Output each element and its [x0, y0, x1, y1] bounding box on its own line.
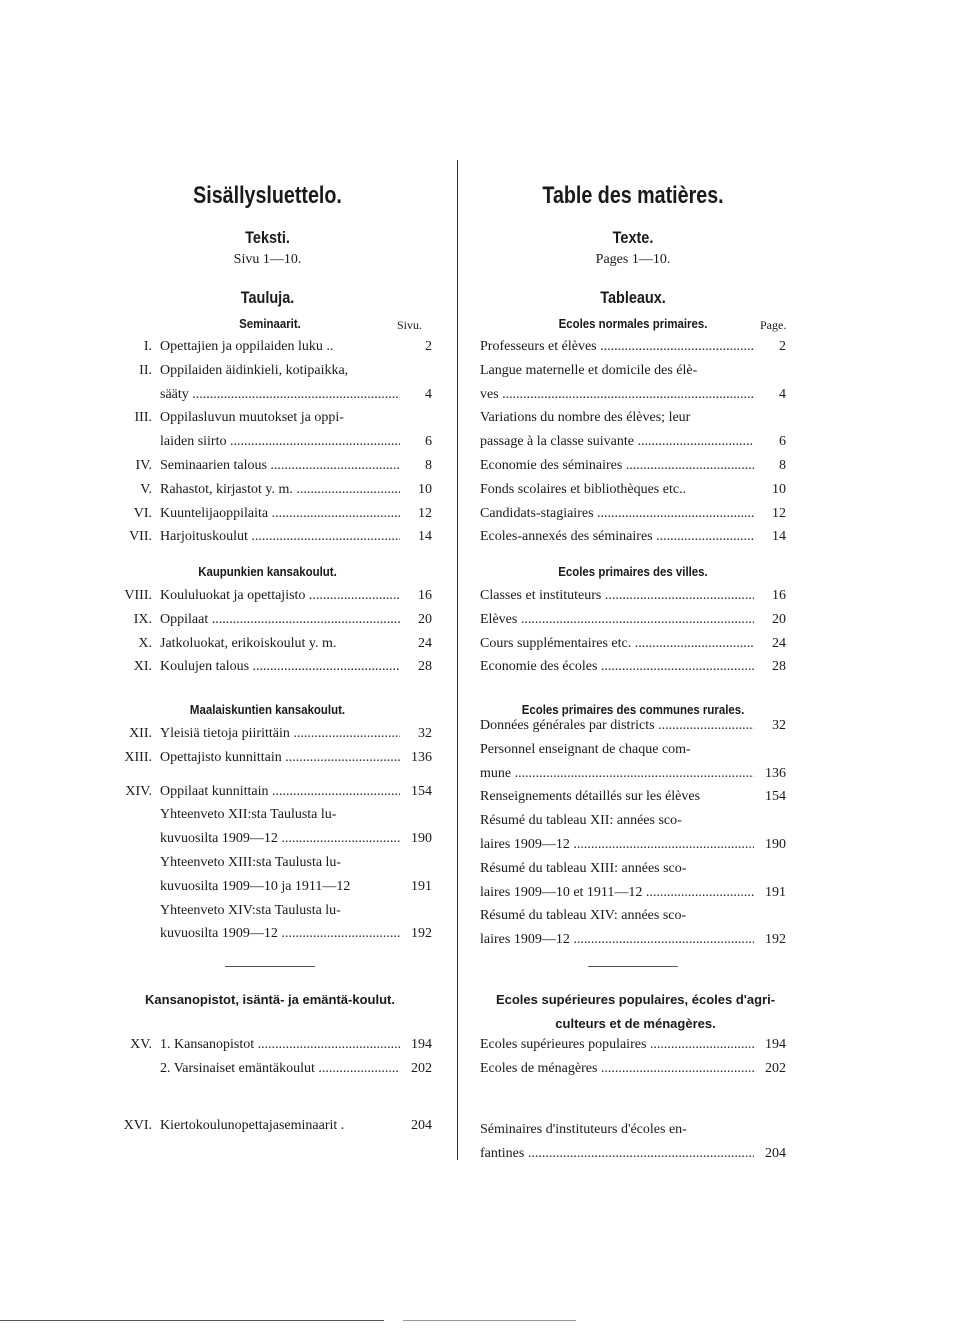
toc-row: [480, 384, 786, 406]
toc-row-number: XV.: [130, 1037, 152, 1052]
toc-row: [140, 479, 432, 501]
toc-row-page: 191: [411, 878, 432, 894]
left-separator: [225, 966, 315, 967]
left-text-heading: Teksti.: [245, 228, 290, 247]
toc-row-title: Yleisiä tietoja piirittäin .....: [160, 723, 400, 745]
toc-row: [480, 739, 786, 761]
column-divider: [457, 160, 458, 1160]
toc-row-page: 190: [765, 837, 786, 852]
toc-row-number: XII.: [129, 726, 152, 741]
toc-row-number: VII.: [129, 529, 152, 545]
toc-row: [160, 923, 432, 945]
toc-row: [135, 455, 432, 477]
toc-row-title: Renseignements détaillés sur les élèves: [480, 789, 701, 805]
toc-row-page: [400, 900, 432, 922]
toc-row-title: Fonds scolaires et bibliothèques etc..: [480, 481, 687, 497]
toc-row-title: Seminaarien talous .....: [160, 455, 400, 477]
toc-row-title: Yhteenveto XIII:sta Taulusta lu-: [160, 855, 342, 870]
right-section-town-schools: Ecoles primaires des villes.: [558, 564, 708, 579]
toc-row-page: 20: [772, 611, 786, 627]
toc-row: [480, 609, 786, 631]
toc-row-title: Yhteenveto XII:sta Taulusta lu-: [160, 807, 337, 823]
toc-row-title: Oppilasluvun muutokset ja oppi-: [160, 410, 344, 426]
toc-row-page: 192: [411, 926, 432, 942]
toc-row: [480, 585, 786, 607]
right-title: Table des matières.: [542, 182, 724, 209]
toc-row: [160, 384, 432, 406]
toc-row-title: Professeurs et élèves .....: [480, 336, 754, 358]
toc-row-page: 2: [779, 339, 786, 354]
toc-row-page: 10: [418, 481, 432, 497]
toc-row-title: Oppilaiden äidinkieli, kotipaikka,: [160, 362, 349, 378]
toc-row: [480, 810, 786, 832]
toc-row: [480, 633, 786, 655]
toc-row-number: XIII.: [124, 749, 152, 765]
toc-row-number: X.: [138, 635, 152, 651]
toc-row-page: 10: [772, 481, 786, 497]
toc-row-page: [754, 360, 786, 382]
toc-row: [124, 747, 432, 769]
toc-row: [480, 858, 786, 880]
toc-row: [160, 900, 432, 922]
bottom-edge-line: [0, 1320, 960, 1321]
toc-row-title: Séminaires d'instituteurs d'écoles en-: [480, 1122, 687, 1137]
toc-row-title: laiden siirto .....: [160, 431, 400, 453]
toc-row-number: V.: [140, 481, 152, 497]
toc-row-page: 190: [411, 831, 432, 847]
toc-row-title: Economie des séminaires .....: [480, 455, 754, 477]
toc-row-page: 192: [765, 932, 786, 948]
left-section-town-schools: Kaupunkien kansakoulut.: [198, 564, 337, 579]
toc-row-number: II.: [139, 362, 152, 378]
toc-row-page: 6: [779, 434, 786, 450]
toc-row-title: laires 1909—12 .....: [480, 929, 754, 951]
toc-row-page: 28: [772, 659, 786, 675]
toc-row: [124, 585, 432, 607]
toc-row-page: [754, 1119, 786, 1141]
toc-row-title: sääty .....: [160, 384, 400, 406]
toc-row-title: kuvuosilta 1909—12 .....: [160, 828, 400, 850]
toc-row: [480, 431, 786, 453]
toc-row-title: Candidats-stagiaires .....: [480, 503, 754, 525]
left-page-label: Sivu.: [397, 318, 423, 332]
toc-row-page: 4: [779, 386, 786, 402]
toc-row: [480, 1034, 786, 1056]
right-section-rural-schools: Ecoles primaires des communes rurales.: [521, 702, 745, 717]
toc-row-page: [754, 905, 786, 927]
toc-row: [133, 503, 432, 525]
toc-row-page: 20: [418, 611, 432, 627]
toc-row: [130, 1034, 432, 1056]
toc-row: [160, 431, 432, 453]
toc-row-page: 136: [411, 749, 432, 765]
toc-row-title: Personnel enseignant de chaque com-: [480, 741, 691, 757]
toc-row-page: 32: [772, 718, 786, 733]
toc-row-page: 194: [765, 1037, 786, 1052]
toc-row-page: 204: [411, 1118, 432, 1133]
toc-row-title: Langue maternelle et domicile des élè-: [480, 362, 698, 378]
toc-row-title: kuvuosilta 1909—10 ja 1911—12: [160, 878, 351, 894]
toc-row: [160, 804, 432, 826]
toc-row-number: XI.: [133, 659, 152, 675]
toc-row-page: 28: [418, 659, 432, 675]
toc-row: [160, 852, 432, 874]
toc-row-page: 2: [425, 339, 432, 354]
toc-row: [129, 526, 432, 548]
toc-row-title: Résumé du tableau XII: années sco-: [480, 813, 682, 829]
toc-row-title: ves .....: [480, 384, 754, 406]
toc-row-page: 8: [779, 458, 786, 473]
toc-row: [480, 360, 786, 382]
toc-row: [143, 336, 432, 358]
toc-row-title: 1. Kansanopistot .....: [160, 1034, 400, 1056]
toc-row-page: [400, 852, 432, 874]
toc-row-page: [754, 739, 786, 761]
toc-row-page: 6: [425, 434, 432, 450]
toc-row-title: Yhteenveto XIV:sta Taulusta lu-: [160, 902, 341, 918]
toc-row-title: laires 1909—10 et 1911—12 .....: [480, 882, 754, 904]
toc-row: [125, 781, 432, 803]
toc-row-title: kuvuosilta 1909—12 .....: [160, 923, 400, 945]
toc-row: [129, 723, 432, 745]
toc-row: [480, 763, 786, 785]
toc-row-page: 14: [772, 529, 786, 545]
toc-row-page: 24: [772, 635, 786, 651]
toc-row-title: Ecoles-annexés des séminaires .....: [480, 526, 754, 548]
toc-row-page: 202: [765, 1060, 786, 1076]
toc-row: [133, 609, 432, 631]
toc-row: [480, 1058, 786, 1080]
right-tables-heading: Tableaux.: [600, 288, 666, 307]
toc-row-title: Elèves .....: [480, 609, 754, 631]
right-page-label: Page.: [760, 318, 787, 332]
toc-row-number: IX.: [133, 611, 152, 627]
toc-row: [480, 479, 786, 501]
toc-row-title: Oppilaat .....: [160, 609, 400, 631]
toc-row: [480, 656, 786, 678]
toc-row-page: 194: [411, 1037, 432, 1052]
right-section-normal-schools: Ecoles normales primaires.: [558, 316, 708, 331]
toc-row-page: 154: [765, 789, 786, 805]
toc-row-title: mune .....: [480, 763, 754, 785]
toc-row-number: VIII.: [124, 588, 152, 603]
toc-row: [480, 786, 786, 808]
toc-row: [480, 905, 786, 927]
toc-row-title: fantines .....: [480, 1143, 754, 1165]
toc-row-page: 12: [418, 505, 432, 521]
toc-row-title: Résumé du tableau XIII: années sco-: [480, 860, 687, 876]
toc-row-title: Economie des écoles .....: [480, 656, 754, 678]
toc-row-number: VI.: [133, 505, 152, 521]
toc-row-page: [400, 360, 432, 382]
right-text-pages: Pages 1—10.: [595, 252, 671, 267]
toc-row: [139, 360, 432, 382]
toc-row-number: IV.: [135, 458, 152, 473]
toc-row-page: 24: [418, 635, 432, 651]
toc-row-page: [400, 804, 432, 826]
toc-row-title: Rahastot, kirjastot y. m. .....: [160, 479, 400, 501]
toc-row: [480, 1143, 786, 1165]
toc-row-page: [754, 407, 786, 429]
toc-row-title: Cours supplémentaires etc. .....: [480, 633, 754, 655]
toc-row-page: 8: [425, 458, 432, 473]
toc-row: [160, 1058, 432, 1080]
toc-row-page: [400, 407, 432, 429]
toc-row-number: XIV.: [125, 783, 152, 799]
toc-row: [480, 503, 786, 525]
toc-row-number: XVI.: [123, 1118, 152, 1133]
toc-row-page: 4: [425, 386, 432, 402]
toc-row-title: Kiertokoulunopettajaseminaarit .: [160, 1118, 345, 1133]
left-tables-heading: Tauluja.: [240, 288, 295, 307]
toc-row: [133, 656, 432, 678]
toc-row: [160, 876, 432, 898]
toc-row-title: Jatkoluokat, erikoiskoulut y. m.: [160, 635, 337, 651]
right-text-heading: Texte.: [612, 228, 654, 247]
toc-row-title: Résumé du tableau XIV: années sco-: [480, 908, 687, 924]
toc-row: [480, 834, 786, 856]
toc-row-page: [754, 810, 786, 832]
toc-row-page: 14: [418, 529, 432, 545]
toc-row-title: Ecoles supérieures populaires .....: [480, 1034, 754, 1056]
toc-row: [480, 526, 786, 548]
left-section-rural-schools: Maalaiskuntien kansakoulut.: [189, 702, 346, 717]
toc-row-title: Opettajisto kunnittain .....: [160, 747, 400, 769]
toc-row-page: 16: [418, 588, 432, 603]
toc-row-page: 202: [411, 1060, 432, 1076]
toc-row: [123, 1115, 432, 1137]
toc-row: [138, 633, 432, 655]
right-section-folk-high-schools: Ecoles supérieures populaires, écoles d'agri-culteurs et de ménagères.: [495, 992, 776, 1031]
toc-row-number: I.: [143, 339, 152, 354]
toc-row-title: Opettajien ja oppilaiden luku ..: [160, 339, 334, 354]
toc-row-number: III.: [134, 410, 152, 426]
toc-row-title: 2. Varsinaiset emäntäkoulut .....: [160, 1058, 400, 1080]
toc-row: [134, 407, 432, 429]
toc-row-page: 204: [765, 1145, 786, 1161]
toc-row-page: 12: [772, 505, 786, 521]
toc-row: [160, 828, 432, 850]
toc-row-page: 32: [418, 726, 432, 741]
toc-row: [480, 882, 786, 904]
toc-row-page: 154: [411, 783, 432, 799]
toc-row: [480, 455, 786, 477]
toc-row-title: Ecoles de ménagères .....: [480, 1058, 754, 1080]
toc-row-title: passage à la classe suivante .....: [480, 431, 754, 453]
toc-row-title: Harjoituskoulut .....: [160, 526, 400, 548]
toc-row-title: Données générales par districts .....: [480, 715, 754, 737]
right-separator: [588, 966, 678, 967]
toc-row-title: Koulujen talous .....: [160, 656, 400, 678]
toc-row: [480, 929, 786, 951]
toc-row-page: 191: [765, 884, 786, 900]
toc-row-title: Classes et instituteurs .....: [480, 585, 754, 607]
toc-row-title: Koululuokat ja opettajisto .....: [160, 585, 400, 607]
toc-row-title: laires 1909—12 .....: [480, 834, 754, 856]
toc-row: [480, 407, 786, 429]
toc-row-title: Variations du nombre des élèves; leur: [480, 410, 691, 426]
left-text-pages: Sivu 1—10.: [233, 252, 302, 267]
toc-row: [480, 336, 786, 358]
toc-row-page: [754, 858, 786, 880]
toc-row: [480, 715, 786, 737]
left-section-seminars: Seminaarit.: [239, 316, 301, 331]
left-title: Sisällysluettelo.: [193, 182, 342, 209]
toc-row: [480, 1119, 786, 1141]
toc-row-title: Kuuntelijaoppilaita .....: [160, 503, 400, 525]
toc-row-page: 136: [765, 765, 786, 781]
left-section-folk-high-schools: Kansanopistot, isäntä- ja emäntä-koulut.: [145, 992, 395, 1007]
toc-row-title: Oppilaat kunnittain .....: [160, 781, 400, 803]
toc-row-page: 16: [772, 588, 786, 603]
